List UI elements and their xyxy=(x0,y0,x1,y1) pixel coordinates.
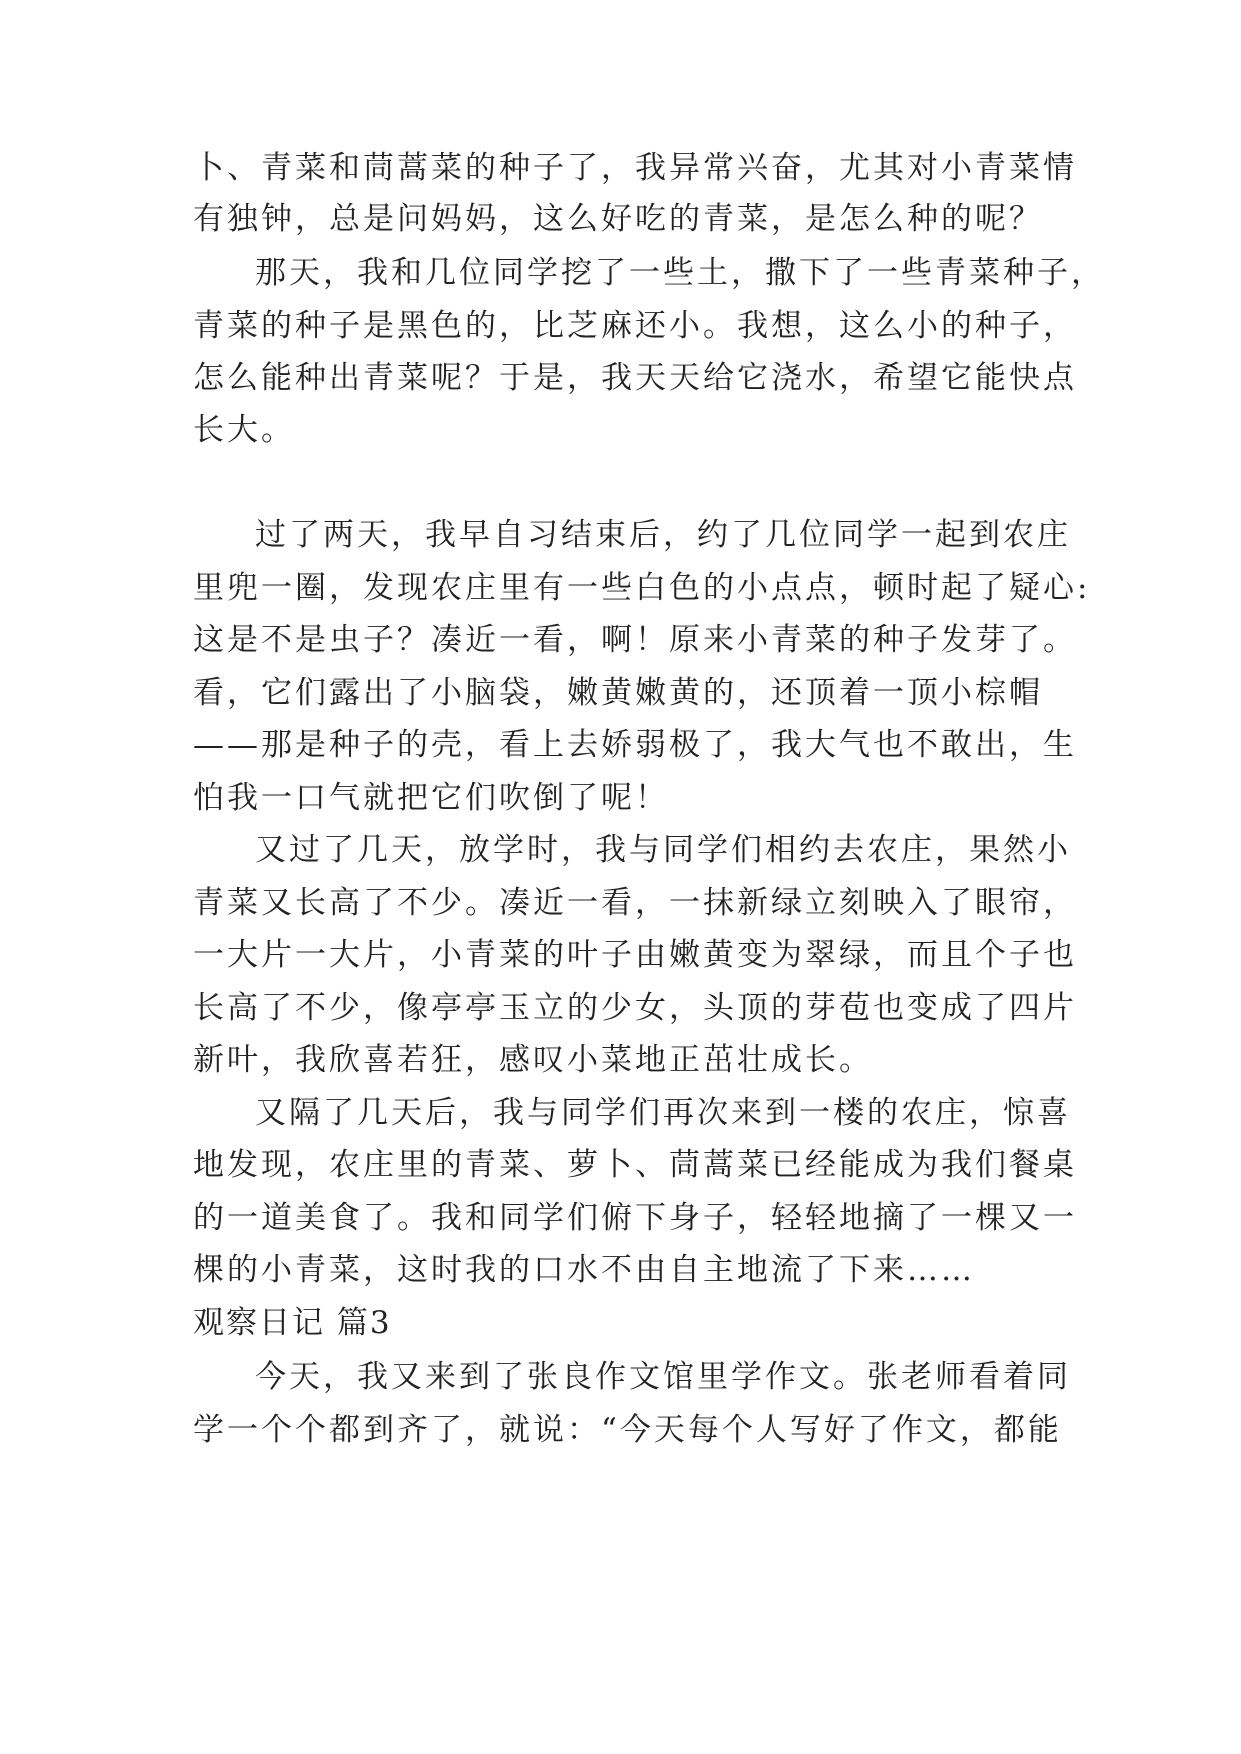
section-heading: 观察日记 篇3 xyxy=(193,1305,392,1341)
text-line: 过了两天，我早自习结束后，约了几位同学一起到农庄 xyxy=(255,517,1071,553)
text-line: 有独钟，总是问妈妈，这么好吃的青菜，是怎么种的呢？ xyxy=(193,201,1043,237)
text-line: 长高了不少，像亭亭玉立的少女，头顶的芽苞也变成了四片 xyxy=(193,990,1077,1026)
text-line: 怎么能种出青菜呢？于是，我天天给它浇水，希望它能快点 xyxy=(193,360,1077,396)
text-line: 棵的小青菜，这时我的口水不由自主地流了下来…… xyxy=(193,1252,975,1288)
text-line: ——那是种子的壳，看上去娇弱极了，我大气也不敢出，生 xyxy=(193,727,1077,763)
text-line: 一大片一大片，小青菜的叶子由嫩黄变为翠绿，而且个子也 xyxy=(193,937,1077,973)
text-line: 长大。 xyxy=(193,412,295,448)
text-line: 青菜的种子是黑色的，比芝麻还小。我想，这么小的种子， xyxy=(193,308,1077,344)
text-line: 怕我一口气就把它们吹倒了呢！ xyxy=(193,780,669,816)
text-line: 卜、青菜和茼蒿菜的种子了，我异常兴奋，尤其对小青菜情 xyxy=(193,150,1077,186)
text-line: 又过了几天，放学时，我与同学们相约去农庄，果然小 xyxy=(255,832,1071,868)
text-line: 青菜又长高了不少。凑近一看，一抹新绿立刻映入了眼帘， xyxy=(193,885,1077,921)
text-line: 学一个个都到齐了，就说：“今天每个人写好了作文，都能 xyxy=(193,1412,1062,1448)
text-line: 那天，我和几位同学挖了一些土，撒下了一些青菜种子， xyxy=(255,255,1105,291)
text-line: 看，它们露出了小脑袋，嫩黄嫩黄的，还顶着一顶小棕帽 xyxy=(193,675,1043,711)
text-line: 这是不是虫子？凑近一看，啊！原来小青菜的种子发芽了。 xyxy=(193,622,1077,658)
text-line: 地发现，农庄里的青菜、萝卜、茼蒿菜已经能成为我们餐桌 xyxy=(193,1147,1077,1183)
text-line: 今天，我又来到了张良作文馆里学作文。张老师看着同 xyxy=(255,1359,1071,1395)
text-line: 新叶，我欣喜若狂，感叹小菜地正茁壮成长。 xyxy=(193,1042,873,1078)
text-line: 里兜一圈，发现农庄里有一些白色的小点点，顿时起了疑心: xyxy=(193,570,1091,606)
text-line: 又隔了几天后，我与同学们再次来到一楼的农庄，惊喜 xyxy=(255,1095,1071,1131)
text-line: 的一道美食了。我和同学们俯下身子，轻轻地摘了一棵又一 xyxy=(193,1200,1077,1236)
